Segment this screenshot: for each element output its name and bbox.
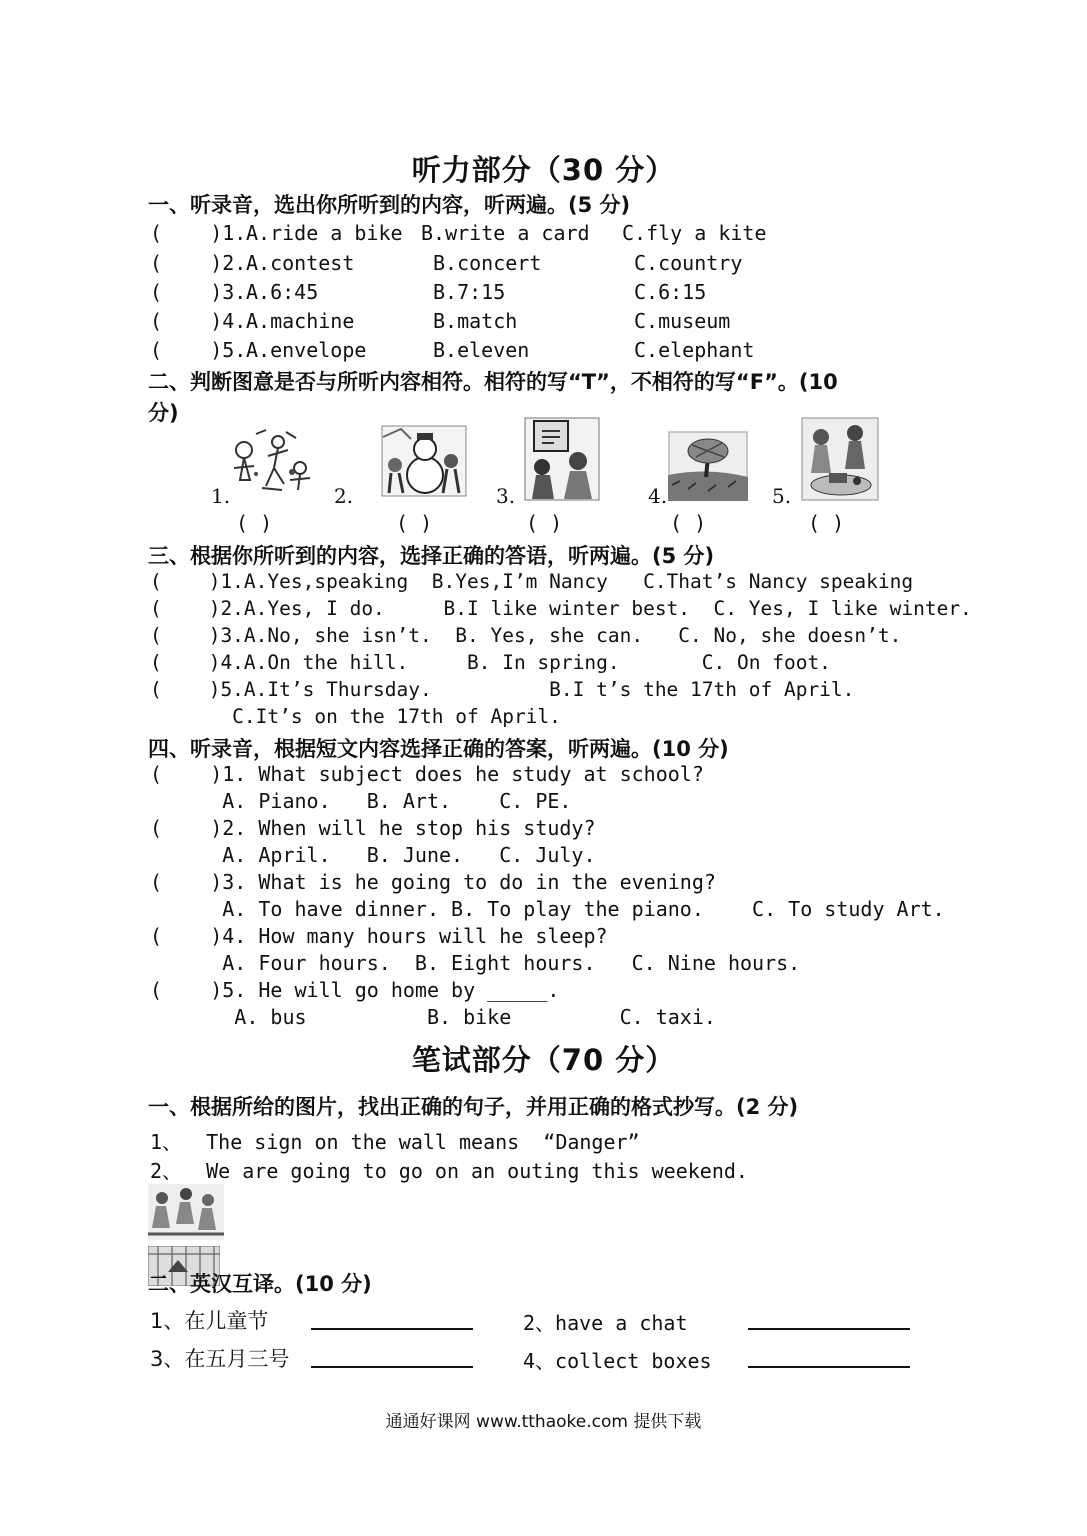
- l4-question: ( )2. When will he stop his study?: [150, 816, 596, 840]
- w2-heading: 二、英汉互译。(10 分): [148, 1272, 372, 1296]
- l1-item-number: ( )2.: [150, 251, 247, 275]
- picture-number: 2.: [334, 484, 354, 508]
- translate-item: 4、collect boxes: [523, 1349, 712, 1373]
- writing-title: 笔试部分（70 分）: [411, 1043, 676, 1077]
- l4-heading: 四、听录音，根据短文内容选择正确的答案，听两遍。(10 分): [148, 737, 729, 761]
- l1-item-number: ( )4.: [150, 309, 247, 333]
- l3-heading: 三、根据你所听到的内容，选择正确的答语，听两遍。(5 分): [148, 544, 715, 568]
- picture-tree-field: [668, 431, 748, 501]
- l1-option-a: A.6:45: [246, 280, 319, 304]
- l1-option-b: B.match: [433, 309, 518, 333]
- listening-title: 听力部分（30 分）: [411, 153, 676, 187]
- l3-question: ( )1.A.Yes,speaking B.Yes,I’m Nancy C.That’s Nancy speaking: [150, 570, 914, 593]
- l4-question: ( )3. What is he going to do in the evening?: [150, 870, 716, 894]
- answer-blank[interactable]: [748, 1366, 910, 1368]
- w1-sentence: 1、 The sign on the wall means “Danger”: [150, 1130, 640, 1154]
- picture-number: 1.: [211, 484, 231, 508]
- l1-option-a: A.machine: [246, 309, 355, 333]
- l1-item-number: ( )5.: [150, 338, 247, 362]
- l3-question-cont: C.It’s on the 17th of April.: [150, 705, 561, 728]
- l2-heading-cont: 分): [148, 401, 179, 425]
- l3-question: ( )3.A.No, she isn’t. B. Yes, she can. C. No, she doesn’t.: [150, 624, 902, 647]
- picture-picnic: [801, 417, 879, 501]
- picture-outing: [148, 1184, 224, 1240]
- picture-number: 4.: [648, 484, 668, 508]
- l1-option-a: A.envelope: [246, 338, 367, 362]
- l1-option-b: B.eleven: [433, 338, 530, 362]
- l3-question: ( )5.A.It’s Thursday. B.I t’s the 17th of April.: [150, 678, 855, 701]
- w1-heading: 一、根据所给的图片，找出正确的句子，并用正确的格式抄写。(2 分): [148, 1095, 799, 1119]
- picture-snowman: [381, 425, 467, 497]
- l4-options: A. Piano. B. Art. C. PE.: [150, 789, 572, 813]
- l4-question: ( )1. What subject does he study at school?: [150, 762, 704, 786]
- l3-question: ( )4.A.On the hill. B. In spring. C. On foot.: [150, 651, 831, 674]
- l3-question: ( )2.A.Yes, I do. B.I like winter best. C. Yes, I like winter.: [150, 597, 972, 620]
- l1-option-c: C.country: [634, 251, 743, 275]
- answer-paren[interactable]: ( ): [396, 511, 433, 535]
- translate-item: 2、have a chat: [523, 1311, 688, 1335]
- l1-option-c: C.fly a kite: [622, 221, 767, 245]
- answer-paren[interactable]: ( ): [670, 511, 707, 535]
- l1-item-number: ( )3.: [150, 280, 247, 304]
- l1-option-c: C.6:15: [634, 280, 707, 304]
- picture-number: 3.: [496, 484, 516, 508]
- l1-option-a: A.ride a bike: [246, 221, 403, 245]
- l4-question: ( )4. How many hours will he sleep?: [150, 924, 608, 948]
- answer-blank[interactable]: [311, 1328, 473, 1330]
- l1-option-b: B.7:15: [433, 280, 506, 304]
- l4-options: A. To have dinner. B. To play the piano. C. To study Art.: [150, 897, 945, 921]
- answer-paren[interactable]: ( ): [526, 511, 563, 535]
- answer-paren[interactable]: ( ): [808, 511, 845, 535]
- l4-options: A. Four hours. B. Eight hours. C. Nine hours.: [150, 951, 801, 975]
- l2-heading: 二、判断图意是否与所听内容相符。相符的写“T”，不相符的写“F”。(10: [148, 370, 838, 394]
- l1-option-b: B.write a card: [421, 221, 590, 245]
- answer-blank[interactable]: [311, 1366, 473, 1368]
- picture-computer-people: [524, 417, 600, 501]
- answer-blank[interactable]: [748, 1328, 910, 1330]
- translate-item: 1、在儿童节: [150, 1309, 269, 1333]
- picture-children-playing: [226, 428, 318, 496]
- w1-sentence: 2、 We are going to go on an outing this weekend.: [150, 1159, 748, 1183]
- l1-option-a: A.contest: [246, 251, 355, 275]
- l1-option-c: C.museum: [634, 309, 731, 333]
- l4-options: A. bus B. bike C. taxi.: [150, 1005, 716, 1029]
- l1-heading: 一、听录音，选出你所听到的内容，听两遍。(5 分): [148, 193, 631, 217]
- l1-option-c: C.elephant: [634, 338, 755, 362]
- answer-paren[interactable]: ( ): [236, 511, 273, 535]
- l1-option-b: B.concert: [433, 251, 542, 275]
- translate-item: 3、在五月三号: [150, 1347, 290, 1371]
- l4-question: ( )5. He will go home by _____.: [150, 978, 560, 1002]
- l4-options: A. April. B. June. C. July.: [150, 843, 596, 867]
- picture-number: 5.: [772, 484, 792, 508]
- footer-credit: 通通好课网 www.tthaoke.com 提供下载: [385, 1412, 702, 1432]
- l1-item-number: ( )1.: [150, 221, 247, 245]
